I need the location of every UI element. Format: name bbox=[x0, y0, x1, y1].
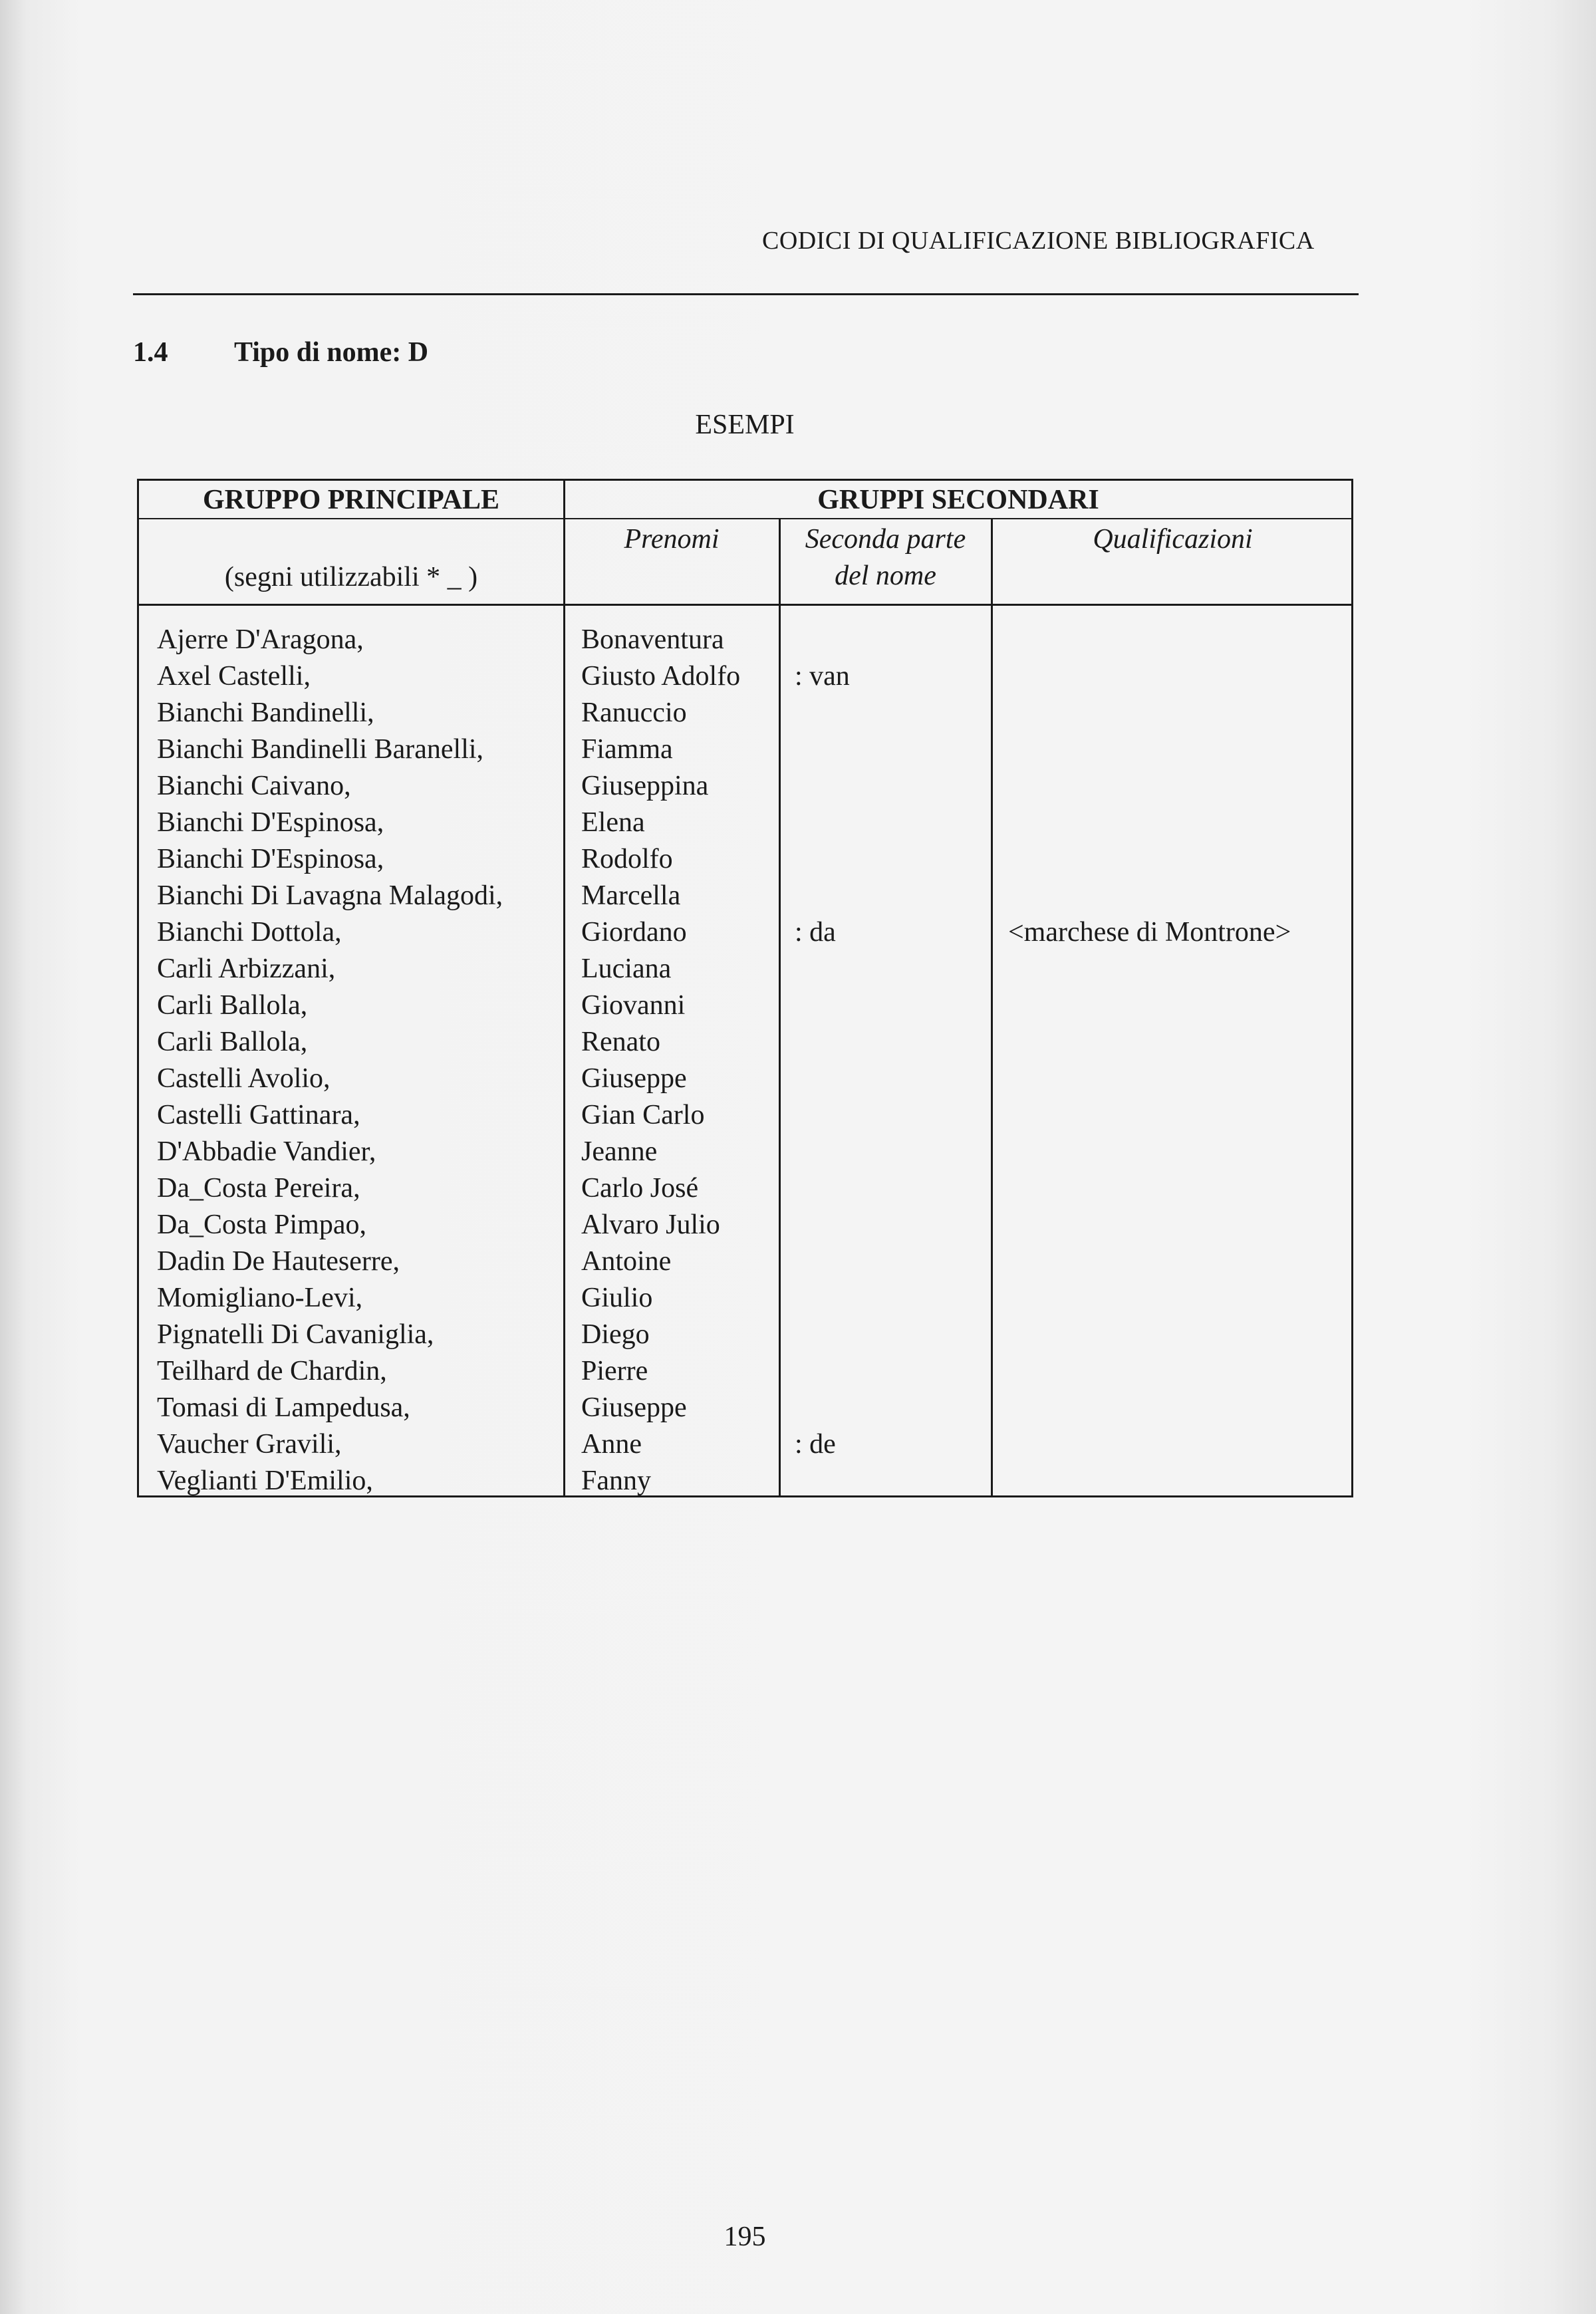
cell-qualificazioni bbox=[1008, 1207, 1291, 1243]
cell-seconda bbox=[795, 1024, 850, 1061]
header-rule bbox=[133, 293, 1359, 295]
cell-qualificazioni bbox=[1008, 841, 1291, 878]
cell-qualificazioni bbox=[1008, 768, 1291, 805]
cell-prenomi: Giordano bbox=[581, 917, 687, 948]
cell-qualificazioni bbox=[1008, 658, 1291, 695]
cell-principale: Bianchi Caivano, bbox=[157, 771, 351, 801]
cell-principale: Axel Castelli, bbox=[157, 661, 311, 692]
examples-table bbox=[137, 479, 1353, 1497]
cell-principale: Teilhard de Chardin, bbox=[157, 1356, 387, 1386]
main-group-note: (segni utilizzabili * _ ) bbox=[224, 562, 478, 592]
cell-prenomi: Bonaventura bbox=[581, 624, 724, 655]
cell-seconda bbox=[795, 987, 850, 1024]
cell-principale: Veglianti D'Emilio, bbox=[157, 1466, 373, 1496]
cell-prenomi: Giusto Adolfo bbox=[581, 661, 741, 692]
cell-principale: Momigliano-Levi, bbox=[157, 1283, 363, 1313]
cell-prenomi: Gian Carlo bbox=[581, 1100, 705, 1130]
cell-prenomi: Fiamma bbox=[581, 734, 673, 765]
cell-prenomi: Giuseppina bbox=[581, 771, 709, 801]
cell-prenomi: Giuseppe bbox=[581, 1392, 687, 1423]
header-divider bbox=[139, 518, 1351, 519]
cell-qualificazioni bbox=[1008, 731, 1291, 768]
divider-seconda bbox=[991, 519, 993, 1495]
cell-seconda: : van bbox=[795, 661, 850, 692]
cell-seconda bbox=[795, 1243, 850, 1280]
cell-qualificazioni bbox=[1008, 1024, 1291, 1061]
page-number: 195 bbox=[724, 2222, 766, 2252]
cell-principale: Dadin De Hauteserre, bbox=[157, 1246, 400, 1277]
cell-seconda bbox=[795, 1170, 850, 1207]
cell-seconda bbox=[795, 1061, 850, 1097]
cell-prenomi: Ranuccio bbox=[581, 698, 687, 728]
cell-principale: Bianchi D'Espinosa, bbox=[157, 807, 384, 838]
cell-qualificazioni bbox=[1008, 1353, 1291, 1390]
cell-qualificazioni bbox=[1008, 951, 1291, 987]
cell-seconda bbox=[795, 1390, 850, 1426]
section-title: Tipo di nome: D bbox=[234, 337, 429, 368]
cell-qualificazioni bbox=[1008, 878, 1291, 914]
cell-qualificazioni bbox=[1008, 1426, 1291, 1463]
cell-seconda bbox=[795, 1134, 850, 1170]
cell-prenomi: Jeanne bbox=[581, 1136, 658, 1167]
cell-qualificazioni bbox=[1008, 1243, 1291, 1280]
cell-seconda bbox=[795, 1317, 850, 1353]
cell-principale: Bianchi D'Espinosa, bbox=[157, 844, 384, 874]
cell-prenomi: Giuseppe bbox=[581, 1063, 687, 1094]
divider-prenomi bbox=[779, 519, 781, 1495]
divider-principale bbox=[563, 481, 565, 1495]
cell-prenomi: Marcella bbox=[581, 880, 681, 911]
cell-seconda bbox=[795, 731, 850, 768]
cell-principale: Bianchi Di Lavagna Malagodi, bbox=[157, 880, 503, 911]
col-header-qualificazioni: Qualificazioni bbox=[1093, 524, 1253, 555]
cell-principale: Bianchi Bandinelli, bbox=[157, 698, 374, 728]
cell-principale: Castelli Avolio, bbox=[157, 1063, 331, 1094]
col-header-seconda-line2: del nome bbox=[835, 561, 936, 591]
cell-seconda bbox=[795, 768, 850, 805]
cell-qualificazioni: <marchese di Montrone> bbox=[1008, 917, 1291, 948]
cell-qualificazioni bbox=[1008, 1390, 1291, 1426]
cell-qualificazioni bbox=[1008, 1134, 1291, 1170]
column-qualificazioni bbox=[1008, 622, 1291, 1499]
column-seconda bbox=[795, 622, 850, 1499]
cell-prenomi: Giovanni bbox=[581, 990, 686, 1021]
header-bottom-rule bbox=[139, 604, 1351, 606]
cell-principale: Bianchi Bandinelli Baranelli, bbox=[157, 734, 484, 765]
cell-prenomi: Alvaro Julio bbox=[581, 1210, 720, 1240]
cell-prenomi: Giulio bbox=[581, 1283, 653, 1313]
cell-seconda bbox=[795, 805, 850, 841]
cell-seconda bbox=[795, 1097, 850, 1134]
cell-prenomi: Elena bbox=[581, 807, 645, 838]
cell-qualificazioni bbox=[1008, 622, 1291, 658]
cell-seconda bbox=[795, 878, 850, 914]
cell-prenomi: Fanny bbox=[581, 1466, 651, 1496]
section-number: 1.4 bbox=[133, 337, 168, 368]
cell-qualificazioni bbox=[1008, 987, 1291, 1024]
cell-seconda bbox=[795, 1463, 850, 1499]
cell-prenomi: Anne bbox=[581, 1429, 642, 1460]
col-header-prenomi: Prenomi bbox=[624, 524, 720, 555]
cell-principale: Da_Costa Pimpao, bbox=[157, 1210, 366, 1240]
cell-principale: Castelli Gattinara, bbox=[157, 1100, 360, 1130]
cell-seconda bbox=[795, 1353, 850, 1390]
cell-principale: Pignatelli Di Cavaniglia, bbox=[157, 1319, 434, 1350]
section-heading bbox=[133, 336, 428, 368]
col-header-seconda-line1: Seconda parte bbox=[805, 524, 966, 555]
cell-principale: D'Abbadie Vandier, bbox=[157, 1136, 376, 1167]
cell-principale: Carli Arbizzani, bbox=[157, 954, 336, 984]
column-prenomi bbox=[581, 622, 740, 1499]
cell-qualificazioni bbox=[1008, 805, 1291, 841]
cell-principale: Bianchi Dottola, bbox=[157, 917, 342, 948]
cell-principale: Carli Ballola, bbox=[157, 990, 308, 1021]
cell-seconda: : de bbox=[795, 1429, 836, 1460]
secondary-groups-header: GRUPPI SECONDARI bbox=[817, 485, 1099, 515]
main-group-header: GRUPPO PRINCIPALE bbox=[202, 485, 500, 515]
cell-qualificazioni bbox=[1008, 1317, 1291, 1353]
cell-prenomi: Renato bbox=[581, 1027, 660, 1057]
cell-prenomi: Carlo José bbox=[581, 1173, 699, 1204]
cell-prenomi: Antoine bbox=[581, 1246, 672, 1277]
cell-principale: Carli Ballola, bbox=[157, 1027, 308, 1057]
cell-seconda bbox=[795, 841, 850, 878]
examples-label: ESEMPI bbox=[695, 410, 795, 440]
cell-seconda bbox=[795, 1207, 850, 1243]
cell-qualificazioni bbox=[1008, 1097, 1291, 1134]
cell-prenomi: Diego bbox=[581, 1319, 650, 1350]
column-principale bbox=[157, 622, 503, 1499]
cell-principale: Tomasi di Lampedusa, bbox=[157, 1392, 410, 1423]
cell-principale: Ajerre D'Aragona, bbox=[157, 624, 364, 655]
cell-qualificazioni bbox=[1008, 1170, 1291, 1207]
cell-seconda bbox=[795, 951, 850, 987]
cell-qualificazioni bbox=[1008, 1463, 1291, 1499]
cell-seconda bbox=[795, 695, 850, 731]
cell-seconda bbox=[795, 622, 850, 658]
cell-principale: Vaucher Gravili, bbox=[157, 1429, 342, 1460]
cell-seconda bbox=[795, 1280, 850, 1317]
cell-prenomi: Pierre bbox=[581, 1356, 648, 1386]
cell-qualificazioni bbox=[1008, 695, 1291, 731]
cell-prenomi: Luciana bbox=[581, 954, 672, 984]
cell-prenomi: Rodolfo bbox=[581, 844, 673, 874]
cell-principale: Da_Costa Pereira, bbox=[157, 1173, 360, 1204]
cell-qualificazioni bbox=[1008, 1061, 1291, 1097]
running-header: CODICI DI QUALIFICAZIONE BIBLIOGRAFICA bbox=[762, 227, 1315, 255]
cell-qualificazioni bbox=[1008, 1280, 1291, 1317]
cell-seconda: : da bbox=[795, 917, 836, 948]
